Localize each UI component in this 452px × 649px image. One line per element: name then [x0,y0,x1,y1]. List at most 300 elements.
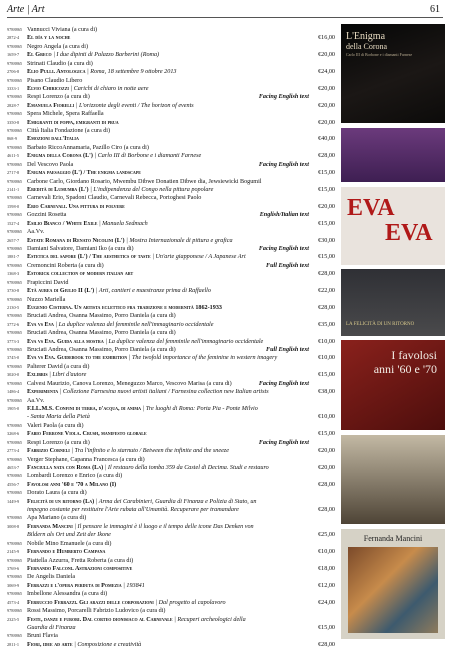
isbn-code: 3773-3 [7,338,20,344]
book-author: Frapiccini David [27,279,69,286]
price: €15,00 [318,624,335,631]
entry-text [27,354,309,362]
catalog-row [7,498,335,506]
entry-text [27,60,309,68]
isbn-code: 9788865 [7,245,23,251]
book-title: Estetica del sapore (L') / The aesthetics of taste [27,254,151,261]
book-title: Eva vs Eva. Guidebook to the exhibition [27,355,128,362]
catalog-row [7,514,335,522]
book-title: Ferrazzi e l'opera perduta di Pomezia [27,582,122,589]
isbn-code: 9788865 [7,540,23,546]
catalog-row [7,279,335,287]
entry-text [27,169,309,177]
entry-text [27,304,309,312]
catalog-row [7,296,335,304]
book-author: Palterer David (a cura di) [27,363,90,370]
book-author: Bruciati Andrea, Osanna Massimo, Porro Daniela (a cura di) [27,330,176,337]
price: €28,00 [318,271,335,278]
catalog-row [7,228,335,236]
entry-text [27,523,309,531]
catalog-row [7,169,335,177]
book-subtitle: | Tre luoghi di Roma: Porta Pia - Ponte Milvio [142,405,258,412]
catalog-row [7,203,335,211]
book-author: Aa.Vv. [27,229,45,236]
cover-title: I favolosi anni '60 e '70 [373,348,437,376]
catalog-row [7,220,335,228]
book-title: Elvio Chiricozzi [27,85,69,92]
book-title: Eredità di Lumumba (L') [27,187,89,194]
entry-text [27,557,309,565]
book-subtitle: | Tra l'infinito e lo starnuto / Between the infinite and the sneeze [71,448,229,455]
book-subtitle: | Carlo III di Borbone e i diamanti Farnese [94,153,202,160]
book-author: Vannucci Viviana (a cura di) [27,27,98,33]
catalog-row [7,481,335,489]
entry-text [27,371,309,379]
isbn-code: 4573-4 [7,599,20,605]
catalog-row [7,186,335,194]
cover-fiori[interactable] [341,435,445,524]
entry-text [27,363,309,371]
entry-text [27,77,309,85]
isbn-code: 1905-0 [7,405,20,411]
catalog-row [7,573,335,581]
isbn-code: 3772-6 [7,321,20,327]
entry-text [27,127,309,135]
book-author: Dorato Laura (a cura di) [27,490,87,497]
isbn-code: 3769-6 [7,566,20,571]
isbn-code: 4653-7 [7,464,20,470]
catalog-row [7,51,335,59]
isbn-code: 9788865 [7,456,23,462]
catalog-row [7,641,335,649]
book-subtitle: | 193841 [123,582,145,589]
price: €20,00 [318,85,335,92]
book-title: Eugenio Cisterna. Un artista eclettico fra tradizione e modernità 1862-1933 [27,304,222,311]
book-title: Exlibris [27,372,48,379]
catalog-row [7,77,335,85]
book-title: Eva vs Eva. Guida alla mostra [27,338,104,345]
book-title: Fanciulla nata con Roma (La) [27,464,104,471]
catalog-row [7,68,335,76]
header-divider [7,17,443,18]
book-title: El día y la noche [27,35,71,42]
book-author: De Angelis Daniela [27,574,76,581]
book-author: Negro Angela (a cura di) [27,43,89,50]
entry-text [27,582,309,590]
isbn-code: 9788865 [7,128,23,134]
book-title: Età aurea di Giulio II (L') [27,288,95,295]
isbn-code: 4611-5 [7,153,20,159]
price: €20,00 [318,52,335,59]
isbn-code: 9788865 [7,262,23,268]
catalog-row [7,178,335,186]
catalog-row [7,304,335,312]
catalog-row [7,624,335,632]
cover-artwork [348,547,438,633]
entry-text [27,287,309,295]
catalog-row [7,388,335,396]
book-author: Strinati Claudio (a cura di) [27,60,93,67]
book-subtitle: | Mostra Internazionale di pittura e grafica [126,237,233,244]
isbn-code: 2828-7 [7,102,20,108]
cover-title: LA FELICITÀ DI UN RITORNO [346,322,415,327]
isbn-code: 868-9 [7,136,18,142]
book-author: Piattella Azzurra, Fretta Roberta (a cura di) [27,557,134,564]
isbn-code: 9788865 [7,330,23,336]
isbn-code: 9788865 [7,111,23,117]
isbn-code: 9788865 [7,178,23,184]
entry-text [27,178,309,186]
catalog-row [7,60,335,68]
book-author: Bruni Flavia [27,633,58,640]
price: €10,00 [318,549,335,556]
isbn-code: 9788865 [7,591,23,597]
book-title: Fernanda Mancini [27,523,73,530]
catalog-row [7,110,335,118]
book-title: Feste, danze e furori. Dal corteo dionisiaco al Carnevale [27,616,173,623]
price: €22,00 [318,288,335,295]
book-subtitle: | Il pensare le immagini è il luogo e il tempo delle icone Das Denken von [74,523,254,530]
book-title: Fernando Falconi. Astrazioni compositive [27,566,133,572]
book-subtitle: | La duplice valenza del femminile nell'immaginario occidentale [105,338,264,345]
book-author: Bruciati Andrea, Osanna Massimo, Porro Daniela (a cura di) [27,347,176,354]
cover-felicita-ritorno[interactable] [341,269,445,336]
price: €38,00 [318,389,335,396]
isbn-code: 9788865 [7,422,23,428]
price: €28,00 [318,507,335,514]
catalog-row [7,26,335,34]
isbn-code: 1598-0 [7,203,20,209]
entry-text [27,590,309,598]
entry-text [27,405,309,413]
price: €12,00 [318,582,335,589]
price: €15,00 [318,170,335,177]
book-title: Estorick collection of modern italian art [27,271,134,278]
book-title: Erio Carnevali. Una pittura di polvere [27,203,125,210]
catalog-row [7,430,335,438]
catalog-list [7,26,335,649]
entry-text [27,43,309,51]
cover-title: EVA [347,195,395,221]
catalog-row [7,253,335,261]
entry-text [27,34,309,42]
language-note: Facing English text [258,245,309,252]
book-title: Enigma paesaggio (L') / The enigma landscape [27,170,141,177]
book-subtitle: | Roma, 18 settembre 9 ottobre 2013 [87,69,177,76]
price: €24,00 [318,599,335,606]
isbn-code: 9788865 [7,363,23,369]
isbn-code: 9788865 [7,633,23,639]
entry-text [27,447,309,455]
book-subtitle: | Composizione e creatività [74,641,142,648]
catalog-row [7,582,335,590]
isbn-code: 9788865 [7,43,23,49]
entry-text [27,186,309,194]
isbn-code: 2130-5 [7,304,20,310]
book-author: Bruciati Andrea, Osanna Massimo, Porro Daniela (a cura di) [27,313,176,320]
entry-text [27,270,309,278]
isbn-code: 9788865 [7,144,23,150]
isbn-code: 9788865 [7,195,23,201]
catalog-row [7,354,335,362]
catalog-row [7,599,335,607]
book-title: Felicità di un ritorno (La) [27,498,95,505]
catalog-row [7,270,335,278]
price: €20,00 [318,203,335,210]
isbn-code: 9788865 [7,296,23,302]
price: €10,00 [318,414,335,421]
book-subtitle: | Recuperi archeologici della [174,616,246,623]
catalog-row [7,287,335,295]
page-number: 61 [430,4,440,15]
entry-text [27,220,309,228]
entry-text [27,616,309,624]
language-note: Facing English text [258,380,309,387]
book-author: Barbato RiccoAnnamaria, Pazillo Ciro (a cura di) [27,144,149,151]
catalog-row [7,447,335,455]
book-title: Estate Romana di Renato Nicolini (L') [27,237,125,244]
entry-text [27,430,309,438]
book-title: El Greco [27,52,52,59]
entry-text [27,481,309,489]
price: €40,00 [318,136,335,143]
isbn-code: 2872-4 [7,35,20,41]
catalog-row [7,380,335,388]
catalog-row [7,43,335,51]
price: €28,00 [318,304,335,311]
cover-eugenio-cisterna[interactable] [341,128,445,182]
cover-subtitle: Carlo III di Borbone e i diamanti Farnese [346,52,413,57]
book-title: F.LL.M.S. Confini di terra, d'acqua, di anima [27,405,142,412]
price: €15,00 [318,187,335,194]
book-title: Esilio Bianco / White Exile [27,220,98,227]
book-author: Aa.Vv. [27,397,45,404]
catalog-row [7,616,335,624]
book-subtitle: | L'orizzonte degli eventi / The horizon of events [75,102,194,109]
catalog-row [7,161,335,169]
catalog-row [7,85,335,93]
cover-favolosi-anni[interactable] [341,340,445,430]
book-author: Respi Lorenzo (a cura di) [27,439,90,446]
price: €20,00 [318,119,335,126]
book-author: Nuzzo Mariella [27,296,66,303]
catalog-row [7,338,335,346]
page-section-title: Arte | Art [7,4,45,15]
isbn-code: 3350-8 [7,119,20,125]
book-author: Cremoncini Roberta (a cura di) [27,262,104,269]
catalog-row [7,489,335,497]
catalog-row [7,211,335,219]
isbn-code: 9788865 [7,439,23,445]
price: €20,00 [318,102,335,109]
catalog-row [7,413,335,421]
price: €15,00 [318,254,335,261]
entry-text [27,253,309,261]
language-note: Facing English text [258,94,309,101]
book-subtitle: Guardia di Finanza [27,624,76,631]
entry-text [27,279,309,287]
isbn-code: 3008-8 [7,523,20,529]
entry-text [27,641,309,649]
entry-text [27,464,309,472]
cover-title: L'Enigma [346,31,386,42]
isbn-code: 9788865 [7,473,23,479]
price: €18,00 [318,566,335,572]
entry-text [27,624,309,632]
language-note: English/Italian text [259,212,309,219]
price: €15,00 [318,431,335,438]
book-title: Favolosi anni '60 e '70 a Milano (I) [27,481,117,488]
cover-title-line2: della Corona [346,42,388,51]
isbn-code: 9788865 [7,515,23,521]
book-title: Emigranti di poppa, emigranti di prua [27,119,119,126]
book-subtitle: | Collezione Farnesina nuovi artisti italiani / Farnesina collection new Italian artists [59,389,269,396]
entry-text [27,312,309,320]
book-title: Ferruccio Ferrazzi. Gli arazzi delle corporazioni [27,599,154,606]
book-author: Verger Stephane, Capanna Francesca (a cura di) [27,456,145,463]
isbn-code: 1486-4 [7,389,20,395]
book-title: Fiori, idee ad arte [27,641,73,648]
catalog-row [7,245,335,253]
language-note: Full English text [266,347,309,354]
book-subtitle: impegno costante per restituire l'Arte rubata all'Umanità. Recuperare per tramandare [27,507,239,514]
isbn-code: 2811-1 [7,641,20,647]
book-title: Elio Pulli. Antologica [27,69,86,76]
catalog-row [7,102,335,110]
price: €15,00 [318,372,335,379]
catalog-row [7,472,335,480]
isbn-code: 3020-0 [7,372,20,378]
cover-enigma-corona[interactable] [341,24,445,123]
isbn-code: 4556-7 [7,481,20,487]
catalog-row [7,531,335,539]
cover-eva-vs-eva[interactable] [341,187,445,265]
isbn-code: 3745-0 [7,355,20,361]
isbn-code: 2773-4 [7,448,20,454]
book-title: Emozioni dall'Italia [27,136,79,143]
isbn-code: 3333-1 [7,85,20,91]
book-subtitle: | I due dipinti di Palazzo Barberini (Roma) [53,52,160,59]
catalog-row [7,456,335,464]
entry-text [27,531,309,539]
entry-text [27,329,309,337]
isbn-code: 9788865 [7,313,23,319]
entry-text [27,498,309,506]
cover-fernanda-mancini[interactable] [341,529,445,639]
catalog-row [7,34,335,42]
isbn-code: 3268-6 [7,431,20,437]
book-subtitle: | L'indipendenza del Congo nella pittura popolare [90,187,214,194]
catalog-row [7,565,335,573]
price: €35,00 [318,321,335,328]
book-title: Fernando e Humberto Campana [27,549,106,556]
entry-text [27,540,309,548]
catalog-row [7,557,335,565]
book-author: Del Vescovo Paola [27,161,74,168]
book-author: Carnevali Erio, Spadoni Claudio, Carnevali Rebecca, Portoghesi Paolo [27,195,202,202]
entry-text [27,472,309,480]
isbn-code: 1527-4 [7,220,20,226]
book-author: Valeri Paola (a cura di) [27,422,84,429]
entry-text [27,514,309,522]
book-author: Imbellone Alessandra (a cura di) [27,591,108,598]
isbn-code: 9788865 [7,279,23,285]
cover-title-line2: EVA [385,220,433,246]
isbn-code: 2145-9 [7,549,20,555]
isbn-code: 9788865 [7,380,23,386]
book-author: Carbone Carlo, Giordano Rosario, Mwembu Dibwe Donatien Dibwe dia, Jewsiewicki Bogumil [27,178,262,185]
book-subtitle: | Un'arte giapponese / A Japanese Art [152,254,246,261]
isbn-code: 9788865 [7,397,23,403]
book-subtitle: | La duplice valenza del femminile nell'immaginario occidentale [55,321,214,328]
isbn-code: 9788865 [7,212,23,218]
language-note: Facing English text [258,161,309,168]
entry-text [27,119,309,127]
book-author: Città Italia Fondazione (a cura di) [27,128,111,135]
entry-text [27,456,309,464]
catalog-row [7,590,335,598]
isbn-code: 2717-8 [7,170,20,176]
entry-text [27,203,309,211]
cover-title: Fernanda Mancini [363,534,423,543]
book-title: Experimenta [27,389,59,396]
book-title: Emanuela Fiorelli [27,102,75,109]
book-title: Enigma della Corona (L') [27,153,93,160]
isbn-code: 3730-8 [7,288,20,294]
book-author: Calvesi Maurizio, Canova Lorenzo, Meneguzzo Marco, Vescovo Marisa (a cura di) [27,380,232,387]
entry-text [27,26,309,34]
isbn-code: 9788865 [7,27,23,32]
catalog-row [7,237,335,245]
book-subtitle: | The twofold importance of the feminine in western imagery [128,355,278,362]
book-subtitle: | Dal progetto al capolavoro [155,599,226,606]
price: €25,00 [318,532,335,539]
entry-text [27,548,309,556]
isbn-code: 1449-9 [7,498,20,504]
price: €15,00 [318,220,335,227]
entry-text [27,397,309,405]
catalog-row [7,194,335,202]
entry-text [27,338,309,346]
entry-text [27,102,309,110]
entry-text [27,68,309,76]
price: €16,00 [318,35,335,42]
catalog-row [7,371,335,379]
price: €28,00 [318,153,335,160]
isbn-code: 2325-5 [7,616,20,622]
book-title: Fabrizio Corneli [27,448,70,455]
book-author: Apa Mariano (a cura di) [27,515,87,522]
isbn-code: 3069-9 [7,582,20,588]
catalog-row [7,144,335,152]
book-author: Pisano Claudio Libero [27,77,83,84]
catalog-row [7,397,335,405]
isbn-code: 1881-7 [7,254,20,260]
isbn-code: 9788865 [7,229,23,235]
entry-text [27,110,309,118]
entry-text [27,321,309,329]
book-subtitle: | Arma dei Carabinieri, Guardia di Finanza e Polizia di Stato, un [95,498,257,505]
catalog-row [7,439,335,447]
price: €10,00 [318,338,335,345]
catalog-row [7,540,335,548]
book-subtitle: | Carichi di chiaro in notte aere [70,85,149,92]
price: €20,00 [318,464,335,471]
entry-text [27,237,309,245]
isbn-code: 9788865 [7,608,23,614]
entry-text [27,573,309,581]
entry-text [27,85,309,93]
